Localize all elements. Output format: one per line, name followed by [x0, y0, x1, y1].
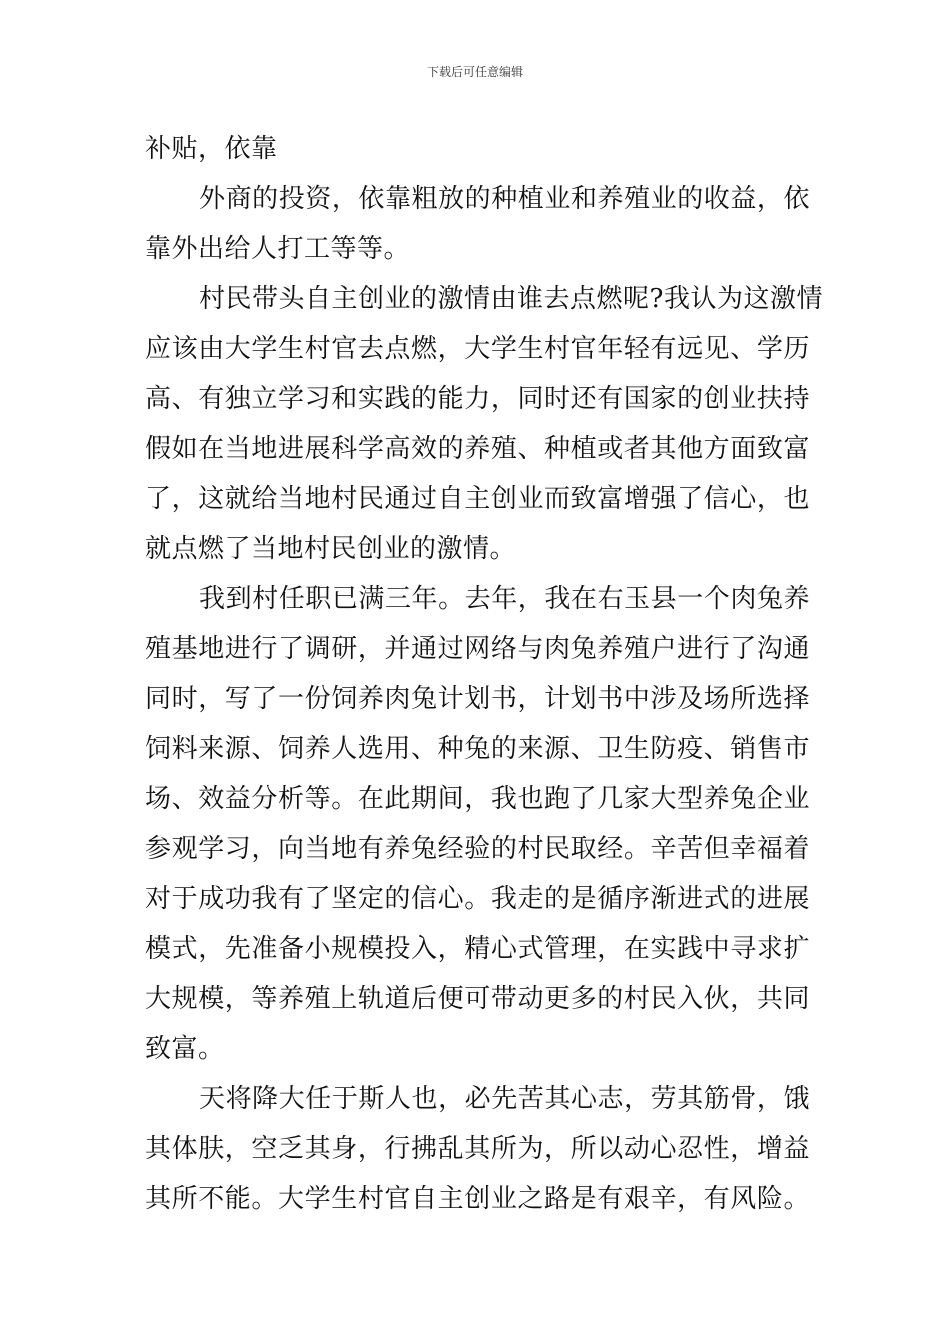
- text-line: 高、有独立学习和实践的能力，同时还有国家的创业扶持: [145, 384, 810, 414]
- text-line: 饲料来源、饲养人选用、种兔的来源、卫生防疫、销售市: [145, 734, 810, 764]
- text-line: 我到村任职已满三年。去年，我在右玉县一个肉兔养: [199, 584, 810, 614]
- text-line: 同时，写了一份饲养肉兔计划书，计划书中涉及场所选择: [145, 684, 810, 714]
- text-line: 补贴，依靠: [145, 134, 278, 164]
- text-line: 对于成功我有了坚定的信心。我走的是循序渐进式的进展: [145, 884, 810, 914]
- text-line: 殖基地进行了调研，并通过网络与肉兔养殖户进行了沟通: [145, 634, 810, 664]
- document-body: [145, 124, 823, 1224]
- text-line: 就点燃了当地村民创业的激情。: [145, 534, 517, 564]
- text-line: 天将降大任于斯人也，必先苦其心志，劳其筋骨，饿: [199, 1084, 810, 1114]
- text-line: 了，这就给当地村民通过自主创业而致富增强了信心，也: [145, 484, 810, 514]
- text-line: 其所不能。大学生村官自主创业之路是有艰辛，有风险。: [145, 1184, 810, 1214]
- text-line: 模式，先准备小规模投入，精心式管理，在实践中寻求扩: [145, 934, 810, 964]
- text-line: 村民带头自主创业的激情由谁去点燃呢?我认为这激情: [199, 284, 823, 314]
- text-line: 致富。: [145, 1034, 225, 1064]
- text-line: 靠外出给人打工等等。: [145, 234, 411, 264]
- text-line: 应该由大学生村官去点燃，大学生村官年轻有远见、学历: [145, 334, 810, 364]
- text-line: 假如在当地进展科学高效的养殖、种植或者其他方面致富: [145, 434, 810, 464]
- text-line: 外商的投资，依靠粗放的种植业和养殖业的收益，依: [199, 184, 810, 214]
- text-line: 参观学习，向当地有养兔经验的村民取经。辛苦但幸福着: [145, 834, 810, 864]
- text-line: 场、效益分析等。在此期间，我也跑了几家大型养兔企业: [145, 784, 810, 814]
- text-line: 大规模，等养殖上轨道后便可带动更多的村民入伙，共同: [145, 984, 810, 1014]
- text-line: 其体肤，空乏其身，行拂乱其所为，所以动心忍性，增益: [145, 1134, 810, 1164]
- page-header: 下载后可任意编辑: [426, 65, 523, 79]
